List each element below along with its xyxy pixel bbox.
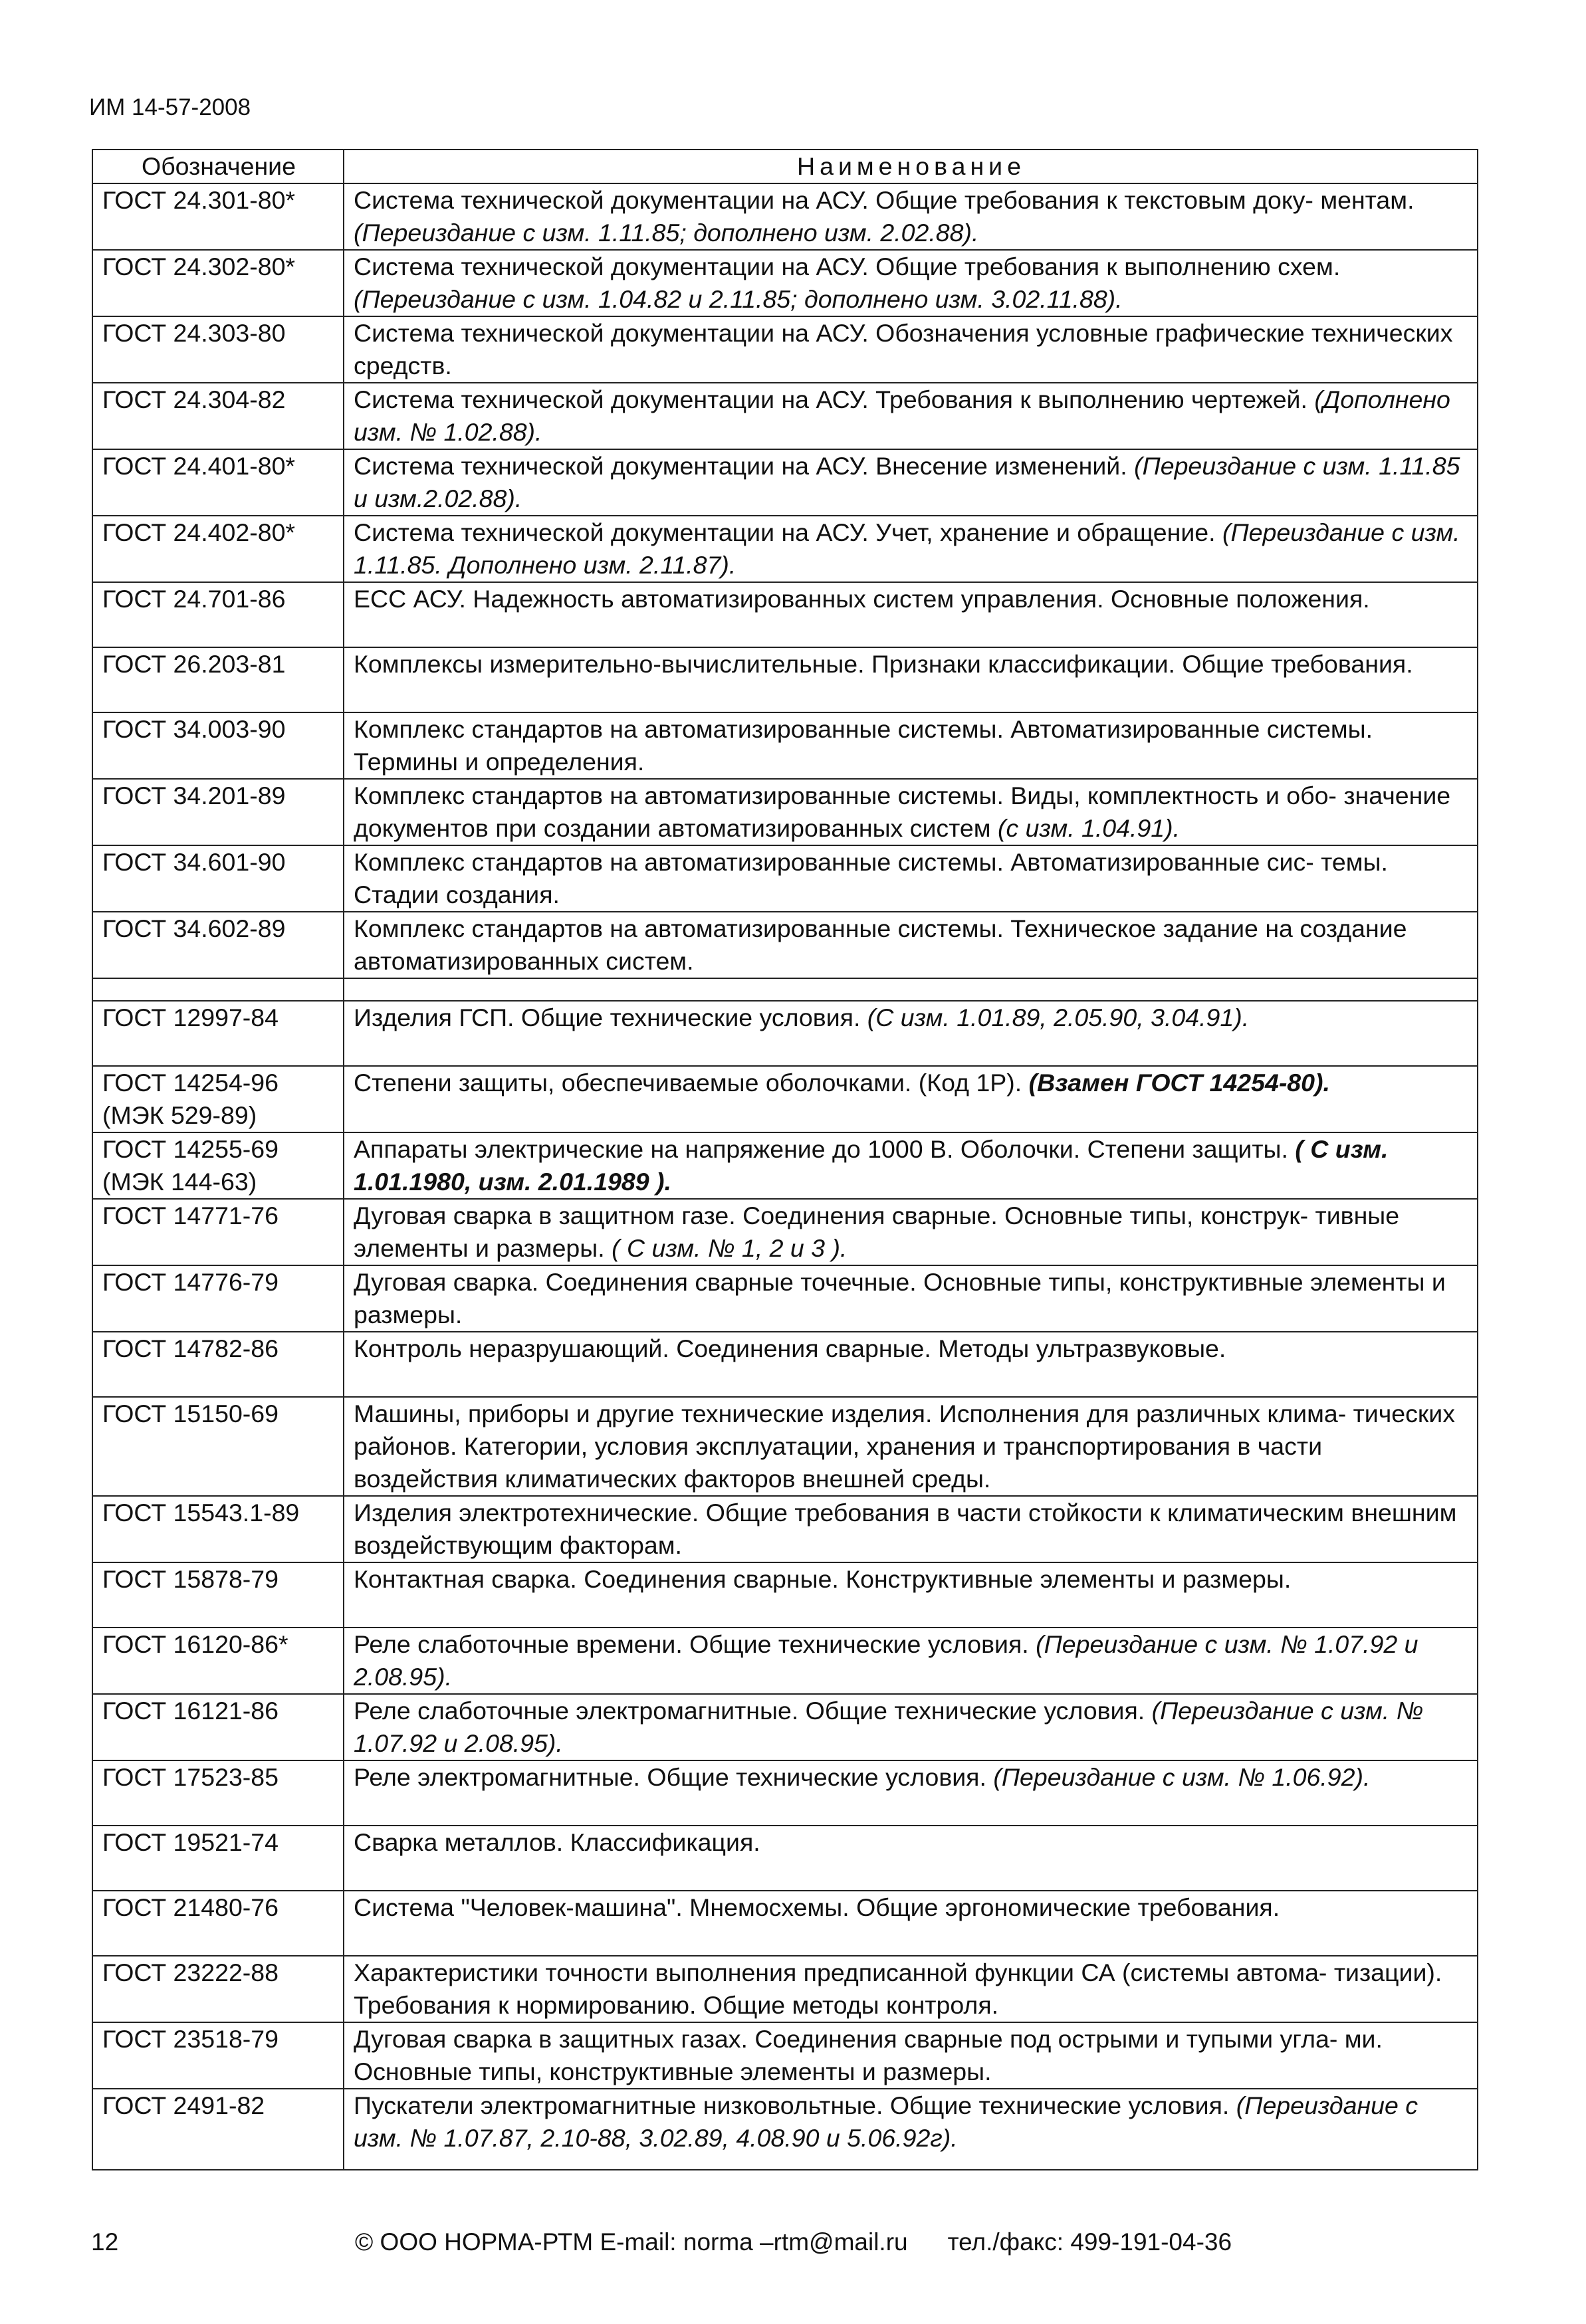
standard-title — [344, 1562, 1478, 1628]
standard-code: ГОСТ 34.602-89 — [92, 912, 344, 978]
title-text: Реле электромагнитные. Общие технические условия. — [354, 1763, 994, 1791]
title-text: Реле слаботочные времени. Общие технические условия. — [354, 1630, 1036, 1658]
table-row — [92, 1001, 1478, 1066]
title-text: Комплекс стандартов на автоматизированные системы. Автоматизированные сис- темы. Стадии создания. — [354, 848, 1388, 908]
title-text: Пускатели электромагнитные низковольтные. Общие технические условия. — [354, 2091, 1236, 2119]
table-row — [92, 1760, 1478, 1826]
standard-title — [344, 183, 1478, 250]
standard-code: ГОСТ 17523-85 — [92, 1760, 344, 1826]
title-text: Дуговая сварка в защитном газе. Соединения сварные. Основные типы, конструк- тивные элементы и размеры. — [354, 1202, 1400, 1262]
standard-title — [344, 912, 1478, 978]
revision-note: (Переиздание с изм. 1.11.85. Дополнено изм. 2.11.87). — [354, 518, 1460, 579]
standard-code: ГОСТ 24.303-80 — [92, 316, 344, 383]
table-row — [92, 449, 1478, 516]
table-row — [92, 383, 1478, 449]
table-row — [92, 1826, 1478, 1891]
revision-note: (Переиздание с изм. № 1.07.92 и 2.08.95). — [354, 1697, 1424, 1757]
revision-note: (Переиздание с изм. № 1.07.92 и 2.08.95). — [354, 1630, 1418, 1691]
standard-code: ГОСТ 14771-76 — [92, 1199, 344, 1265]
revision-note: (Переиздание с изм. № 1.07.87, 2.10-88, 3.02.89, 4.08.90 и 5.06.92г). — [354, 2091, 1418, 2152]
table-row — [92, 978, 1478, 1001]
title-text: Изделия ГСП. Общие технические условия. — [354, 1004, 867, 1031]
standard-code: ГОСТ 34.003-90 — [92, 712, 344, 779]
standard-title — [344, 449, 1478, 516]
table-row — [92, 1562, 1478, 1628]
standard-title — [344, 712, 1478, 779]
standard-title — [344, 1694, 1478, 1760]
title-text: Сварка металлов. Классификация. — [354, 1828, 760, 1856]
table-row — [92, 1332, 1478, 1397]
standard-code — [92, 978, 344, 1001]
standard-title — [344, 1760, 1478, 1826]
revision-note: (Переиздание с изм. № 1.06.92). — [993, 1763, 1371, 1791]
table-row — [92, 1891, 1478, 1956]
standard-title — [344, 250, 1478, 316]
table-row — [92, 845, 1478, 912]
table-header-row — [92, 150, 1478, 183]
table-row — [92, 912, 1478, 978]
table-row — [92, 2089, 1478, 2170]
title-text: Характеристики точности выполнения предписанной функции СА (системы автома- тизации). Требования к нормированию. Общие методы контроля. — [354, 1958, 1442, 2019]
standard-title — [344, 1397, 1478, 1496]
standard-code: ГОСТ 24.302-80* — [92, 250, 344, 316]
table-row — [92, 582, 1478, 647]
table-row — [92, 250, 1478, 316]
standard-code: ГОСТ 14255-69 (МЭК 144-63) — [92, 1132, 344, 1199]
standards-table — [92, 149, 1478, 2170]
title-text: Комплексы измерительно-вычислительные. Признаки классификации. Общие требования. — [354, 650, 1413, 678]
standard-code: ГОСТ 24.301-80* — [92, 183, 344, 250]
standard-code: ГОСТ 24.304-82 — [92, 383, 344, 449]
standard-code: ГОСТ 14782-86 — [92, 1332, 344, 1397]
table-row — [92, 1628, 1478, 1694]
table-row — [92, 516, 1478, 582]
table-row — [92, 1066, 1478, 1132]
standard-code: ГОСТ 15150-69 — [92, 1397, 344, 1496]
standard-code: ГОСТ 16120-86* — [92, 1628, 344, 1694]
table-row — [92, 316, 1478, 383]
table-body — [92, 183, 1478, 2170]
standard-title — [344, 779, 1478, 845]
title-text: Комплекс стандартов на автоматизированные системы. Техническое задание на создание автоматизированных систем. — [354, 914, 1407, 975]
title-text: Система технической документации на АСУ. Обозначения условные графические технических средств. — [354, 319, 1453, 379]
revision-note: (Дополнено изм. № 1.02.88). — [354, 385, 1450, 446]
table-row — [92, 779, 1478, 845]
standard-title — [344, 383, 1478, 449]
standard-title — [344, 1956, 1478, 2022]
standard-title — [344, 1496, 1478, 1562]
table-row — [92, 1199, 1478, 1265]
table-row — [92, 1694, 1478, 1760]
standard-title — [344, 582, 1478, 647]
footer-phone: тел./факс: 499-191-04-36 — [947, 2228, 1232, 2256]
title-text: Реле слаботочные электромагнитные. Общие технические условия. — [354, 1697, 1152, 1725]
standard-code: ГОСТ 34.601-90 — [92, 845, 344, 912]
page-number: 12 — [91, 2228, 119, 2256]
table-row — [92, 2022, 1478, 2089]
table-row — [92, 712, 1478, 779]
standard-title — [344, 1132, 1478, 1199]
title-text: Изделия электротехнические. Общие требования в части стойкости к климатическим внешним воздействующим факторам. — [354, 1499, 1457, 1559]
standard-code: ГОСТ 15878-79 — [92, 1562, 344, 1628]
title-text: Система технической документации на АСУ. Внесение изменений. — [354, 452, 1135, 480]
standard-code: ГОСТ 24.402-80* — [92, 516, 344, 582]
document-code: ИМ 14-57-2008 — [89, 94, 251, 120]
title-text: Система технической документации на АСУ. Общие требования к текстовым доку- ментам. — [354, 186, 1415, 214]
revision-note: (Переиздание с изм. 1.04.82 и 2.11.85; дополнено изм. 3.02.11.88). — [354, 285, 1123, 313]
standard-title — [344, 647, 1478, 712]
revision-note: ( С изм. 1.01.1980, изм. 2.01.1989 ). — [354, 1135, 1389, 1196]
title-text: ЕСС АСУ. Надежность автоматизированных систем управления. Основные положения. — [354, 585, 1370, 613]
title-text: Система технической документации на АСУ. Общие требования к выполнению схем. — [354, 253, 1341, 280]
standard-code: ГОСТ 23222-88 — [92, 1956, 344, 2022]
standard-code: ГОСТ 14254-96 (МЭК 529-89) — [92, 1066, 344, 1132]
title-text: Комплекс стандартов на автоматизированные системы. Виды, комплектность и обо- значение документов при создании автоматизированных систем — [354, 782, 1451, 842]
title-text: Дуговая сварка. Соединения сварные точечные. Основные типы, конструктивные элементы и размеры. — [354, 1268, 1446, 1328]
standard-title — [344, 1332, 1478, 1397]
footer-copyright: © ООО НОРМА-РТМ E-mail: norma –rtm@mail.ru — [355, 2228, 908, 2256]
title-text: Машины, приборы и другие технические изделия. Исполнения для различных клима- тических районов. Категории, условия эксплуатации, хранения и транспортирования в части воздействия климатических факторов внешней среды. — [354, 1400, 1455, 1493]
standard-code: ГОСТ 2491-82 — [92, 2089, 344, 2170]
table-row — [92, 1496, 1478, 1562]
table-row — [92, 183, 1478, 250]
table-row — [92, 1265, 1478, 1332]
standard-code: ГОСТ 24.401-80* — [92, 449, 344, 516]
header-name: Наименование — [344, 150, 1478, 183]
standard-title — [344, 2089, 1478, 2170]
table-row — [92, 647, 1478, 712]
revision-note: (с изм. 1.04.91). — [997, 814, 1181, 842]
standard-code: ГОСТ 23518-79 — [92, 2022, 344, 2089]
standard-code: ГОСТ 34.201-89 — [92, 779, 344, 845]
standard-title — [344, 1199, 1478, 1265]
standard-title — [344, 516, 1478, 582]
title-text: Система "Человек-машина". Мнемосхемы. Общие эргономические требования. — [354, 1893, 1280, 1921]
title-text: Контроль неразрушающий. Соединения сварные. Методы ультразвуковые. — [354, 1334, 1226, 1362]
standard-title — [344, 1628, 1478, 1694]
standard-title — [344, 978, 1478, 1001]
revision-note: (Взамен ГОСТ 14254-80). — [1028, 1069, 1330, 1097]
table-row — [92, 1132, 1478, 1199]
standard-code: ГОСТ 16121-86 — [92, 1694, 344, 1760]
standard-code: ГОСТ 15543.1-89 — [92, 1496, 344, 1562]
standard-code: ГОСТ 21480-76 — [92, 1891, 344, 1956]
standard-code: ГОСТ 12997-84 — [92, 1001, 344, 1066]
title-text: Степени защиты, обеспечиваемые оболочками. (Код 1Р). — [354, 1069, 1029, 1097]
standard-title — [344, 1001, 1478, 1066]
page-footer — [355, 2228, 1232, 2257]
title-text: Контактная сварка. Соединения сварные. Конструктивные элементы и размеры. — [354, 1565, 1292, 1593]
title-text: Система технической документации на АСУ. Учет, хранение и обращение. — [354, 518, 1222, 546]
table-row — [92, 1956, 1478, 2022]
standard-title — [344, 1066, 1478, 1132]
standard-title — [344, 316, 1478, 383]
standard-code: ГОСТ 19521-74 — [92, 1826, 344, 1891]
revision-note: (Переиздание с изм. 1.11.85; дополнено изм. 2.02.88). — [354, 219, 979, 247]
revision-note: ( С изм. № 1, 2 и 3 ). — [612, 1234, 848, 1262]
standard-code: ГОСТ 14776-79 — [92, 1265, 344, 1332]
title-text: Аппараты электрические на напряжение до 1000 В. Оболочки. Степени защиты. — [354, 1135, 1296, 1163]
revision-note: (Переиздание с изм. 1.11.85 и изм.2.02.88). — [354, 452, 1460, 512]
header-designation: Обозначение — [92, 150, 344, 183]
standard-title — [344, 1891, 1478, 1956]
revision-note: (С изм. 1.01.89, 2.05.90, 3.04.91). — [867, 1004, 1250, 1031]
standard-title — [344, 1826, 1478, 1891]
standard-code: ГОСТ 26.203-81 — [92, 647, 344, 712]
title-text: Дуговая сварка в защитных газах. Соединения сварные под острыми и тупыми угла- ми. Основные типы, конструктивные элементы и размеры. — [354, 2025, 1383, 2085]
title-text: Комплекс стандартов на автоматизированные системы. Автоматизированные системы. Термины и определения. — [354, 715, 1373, 776]
table-row — [92, 1397, 1478, 1496]
standard-code: ГОСТ 24.701-86 — [92, 582, 344, 647]
title-text: Система технической документации на АСУ. Требования к выполнению чертежей. — [354, 385, 1315, 413]
standard-title — [344, 845, 1478, 912]
standard-title — [344, 2022, 1478, 2089]
standard-title — [344, 1265, 1478, 1332]
